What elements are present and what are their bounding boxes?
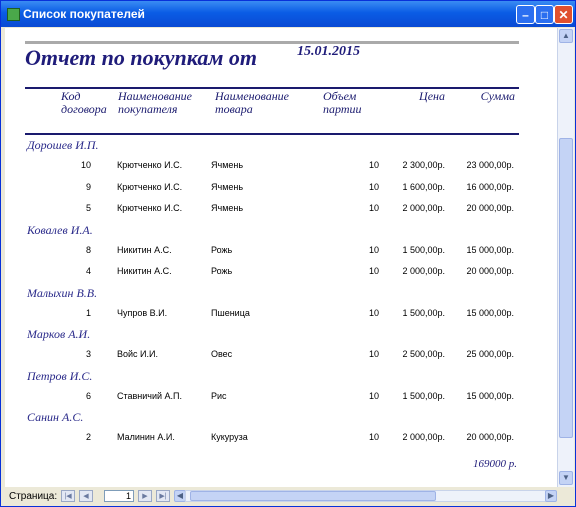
group-header: Малыхин В.В.: [27, 285, 98, 300]
cell-code: 8: [85, 244, 91, 255]
header-sum: Сумма: [480, 89, 515, 103]
cell-sum: 23 000,00р.: [466, 160, 514, 170]
report-page: [5, 28, 557, 487]
scroll-down-icon[interactable]: ▼: [559, 471, 573, 485]
cell-price: 2 000,00р.: [402, 266, 445, 276]
group-header: Дорошев И.П.: [27, 138, 99, 152]
page-number-input[interactable]: 1: [104, 490, 134, 502]
scroll-right-icon[interactable]: ▶: [545, 490, 557, 502]
cell-product: Ячмень: [211, 160, 244, 170]
next-record-icon: ▶: [142, 493, 148, 500]
cell-price: 2 000,00р.: [402, 203, 445, 213]
cell-volume: 10: [368, 307, 379, 318]
cell-code: 4: [85, 266, 91, 276]
cell-buyer: Крютченко И.С.: [117, 181, 183, 192]
cell-price: 2 000,00р.: [402, 432, 445, 442]
cell-sum: 20 000,00р.: [466, 266, 514, 276]
group-header: Петров И.С.: [27, 368, 93, 383]
header-price: Цена: [419, 89, 445, 103]
cell-price: 1 500,00р.: [402, 390, 445, 401]
title-bar[interactable]: [1, 1, 575, 27]
scroll-up-icon[interactable]: ▲: [559, 29, 573, 43]
close-icon: ✕: [558, 8, 569, 22]
cell-sum: 15 000,00р.: [466, 244, 514, 255]
cell-price: 1 500,00р.: [402, 244, 445, 255]
cell-volume: 10: [368, 203, 379, 213]
cell-volume: 10: [368, 266, 379, 276]
cell-price: 1 500,00р.: [402, 307, 445, 318]
first-page-button[interactable]: [61, 490, 75, 502]
next-page-button[interactable]: [138, 490, 152, 502]
cell-buyer: Ставничий А.П.: [117, 390, 183, 401]
minimize-button[interactable]: [516, 5, 535, 24]
header-rule-bottom: [25, 133, 519, 135]
cell-volume: 10: [368, 432, 379, 442]
cell-volume: 10: [368, 244, 379, 255]
cell-sum: 20 000,00р.: [466, 203, 514, 213]
cell-product: Ячмень: [211, 203, 244, 213]
top-rule: [25, 41, 519, 44]
group-header: Марков А.И.: [27, 327, 91, 341]
cell-price: 2 500,00р.: [402, 349, 445, 359]
cell-buyer: Крютченко И.С.: [117, 160, 183, 170]
cell-buyer: Войс И.И.: [117, 349, 158, 359]
grand-total: 169000 р.: [473, 458, 517, 470]
cell-volume: 10: [368, 390, 379, 401]
cell-volume: 10: [368, 349, 379, 359]
cell-sum: 15 000,00р.: [466, 390, 514, 401]
navigation-bar: [5, 488, 573, 505]
cell-product: Рожь: [211, 266, 233, 276]
cell-buyer: Никитин А.С.: [117, 244, 172, 255]
cell-buyer: Чупров В.И.: [117, 307, 168, 318]
cell-product: Овес: [211, 349, 233, 359]
horizontal-scrollbar[interactable]: [185, 490, 553, 502]
header-code: Код договора: [61, 89, 107, 116]
group-header: Санин А.С.: [27, 410, 84, 424]
app-icon: [7, 8, 20, 21]
cell-product: Пшеница: [211, 307, 250, 318]
header-buyer: Наименование покупателя: [118, 89, 193, 116]
cell-sum: 25 000,00р.: [466, 349, 514, 359]
horizontal-scroll-thumb[interactable]: [190, 491, 436, 501]
previous-record-icon: ◀: [83, 493, 89, 500]
cell-price: 1 600,00р.: [402, 181, 445, 192]
cell-product: Кукуруза: [211, 432, 248, 442]
prev-page-button[interactable]: [79, 490, 93, 502]
cell-buyer: Крютченко И.С.: [117, 203, 183, 213]
page-label: Страница:: [9, 491, 58, 502]
cell-product: Рис: [211, 390, 227, 401]
window-title: Список покупателей: [23, 7, 145, 21]
cell-price: 2 300,00р.: [402, 160, 445, 170]
maximize-button[interactable]: [535, 5, 554, 24]
minimize-icon: –: [522, 8, 529, 22]
report-date: 15.01.2015: [297, 44, 360, 59]
last-page-button[interactable]: [156, 490, 170, 502]
cell-buyer: Малинин А.И.: [117, 432, 175, 442]
cell-sum: 20 000,00р.: [466, 432, 514, 442]
header-product: Наименование товара: [215, 89, 290, 116]
cell-buyer: Никитин А.С.: [117, 266, 172, 276]
report-title: Отчет по покупкам от: [25, 45, 258, 70]
cell-sum: 16 000,00р.: [466, 181, 514, 192]
cell-product: Рожь: [211, 244, 233, 255]
header-volume: Объем партии: [323, 89, 362, 116]
vertical-scrollbar[interactable]: [557, 28, 574, 487]
scroll-left-icon[interactable]: ◀: [174, 490, 186, 502]
cell-code: 10: [80, 160, 91, 170]
group-header: Ковалев И.А.: [27, 222, 93, 237]
cell-code: 9: [85, 181, 91, 192]
cell-volume: 10: [368, 160, 379, 170]
cell-code: 5: [85, 203, 91, 213]
cell-code: 2: [85, 432, 91, 442]
cell-code: 3: [85, 349, 91, 359]
cell-sum: 15 000,00р.: [466, 307, 514, 318]
maximize-icon: □: [540, 8, 549, 22]
cell-volume: 10: [368, 181, 379, 192]
cell-code: 6: [85, 390, 91, 401]
cell-product: Ячмень: [211, 181, 244, 192]
close-button[interactable]: [554, 5, 573, 24]
last-record-icon: ▶|: [159, 493, 167, 500]
first-record-icon: |◀: [64, 493, 72, 500]
cell-code: 1: [85, 307, 91, 318]
vertical-scroll-thumb[interactable]: [559, 138, 573, 438]
